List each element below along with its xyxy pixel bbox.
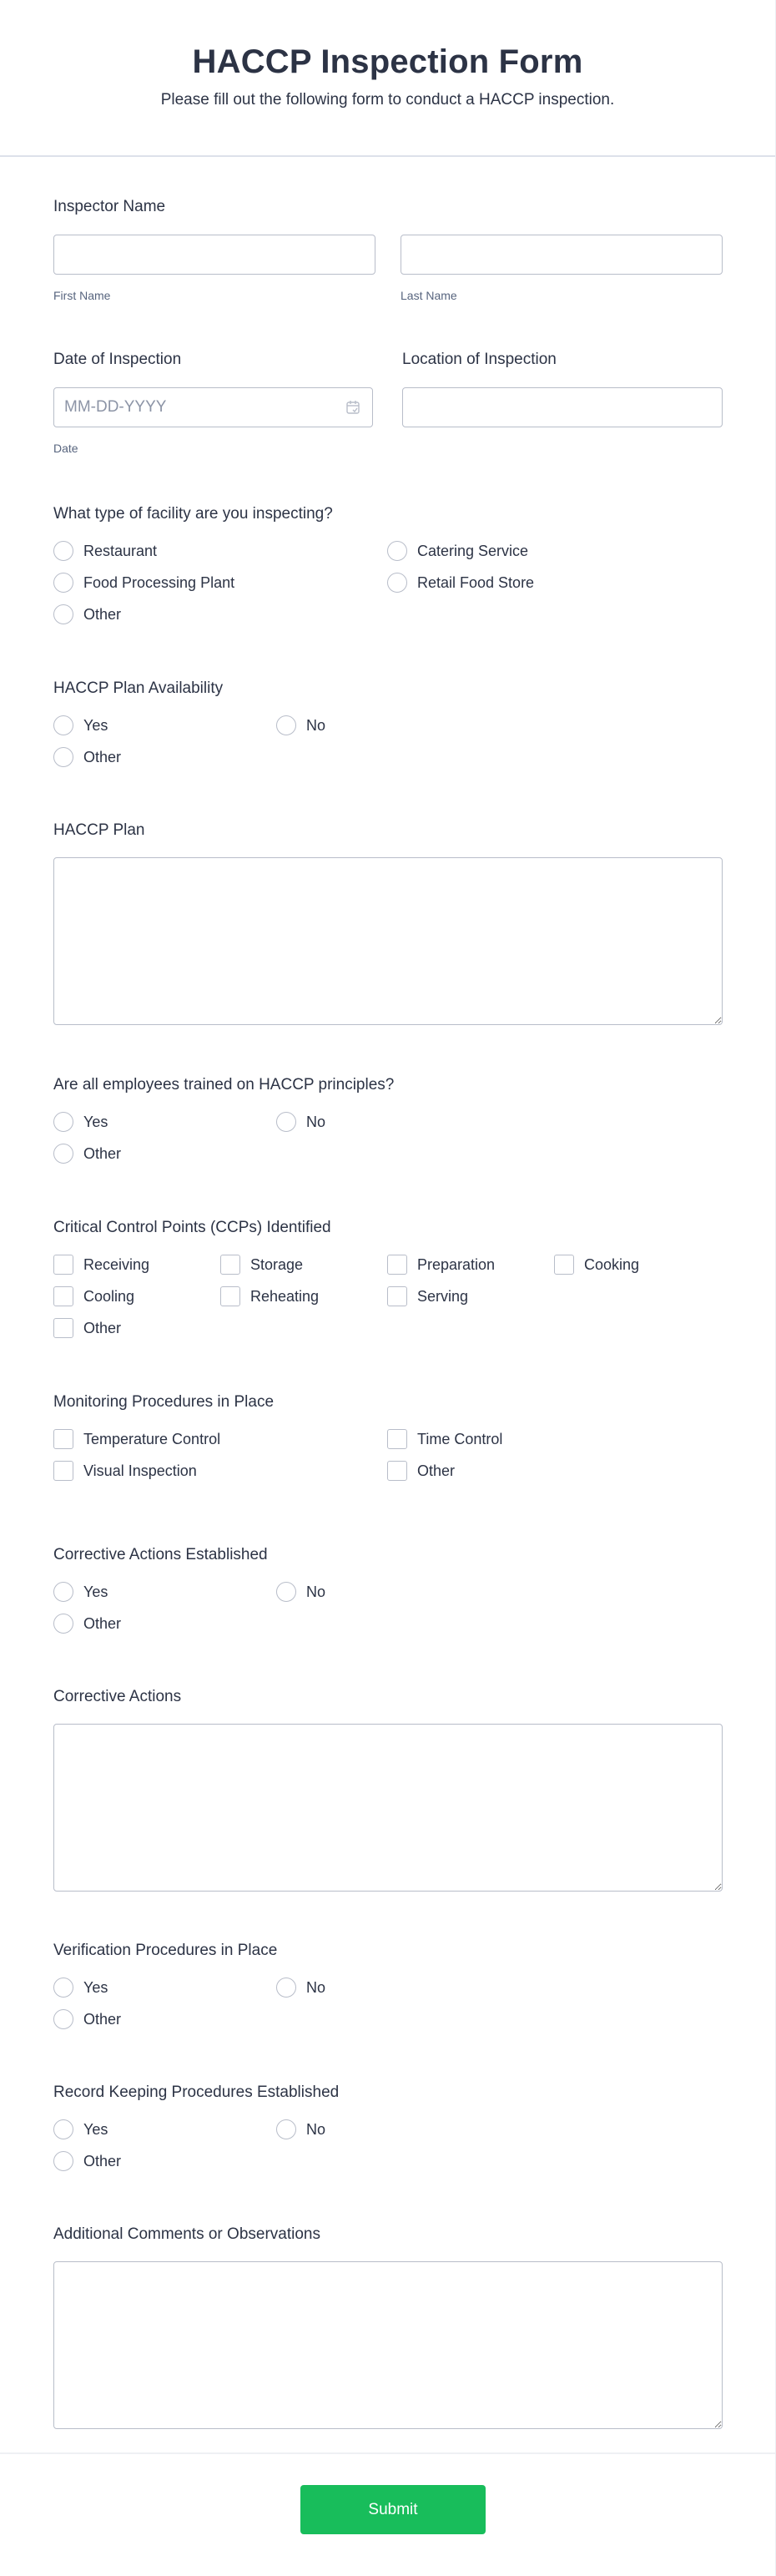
ccp-option-storage[interactable]: Storage <box>220 1255 387 1275</box>
form-header <box>0 0 775 157</box>
verification-yes[interactable]: Yes <box>53 1977 276 1998</box>
date-of-inspection-input[interactable] <box>53 387 373 427</box>
plan-availability-options <box>53 715 723 779</box>
additional-comments-field <box>53 2225 723 2429</box>
haccp-plan-textarea[interactable] <box>53 857 723 1025</box>
record-keeping-label: Record Keeping Procedures Established <box>53 2084 340 2101</box>
checkbox[interactable] <box>53 1461 73 1481</box>
employees-trained-options <box>53 1112 723 1175</box>
checkbox[interactable] <box>387 1461 407 1481</box>
facility-type-field <box>53 504 723 636</box>
facility-type-label: What type of facility are you inspecting? <box>53 505 333 523</box>
facility-option-retail-food-store[interactable]: Retail Food Store <box>387 573 721 593</box>
ccp-option-reheating[interactable]: Reheating <box>220 1286 387 1306</box>
corrective-actions-field <box>53 1687 723 1892</box>
record-keeping-options <box>53 2119 723 2183</box>
calendar-icon[interactable] <box>345 399 361 416</box>
radio-button[interactable] <box>53 2009 73 2029</box>
corrective-established-other[interactable]: Other <box>53 1614 276 1634</box>
submit-button[interactable]: Submit <box>300 2485 486 2534</box>
verification-other[interactable]: Other <box>53 2009 276 2029</box>
plan-availability-yes[interactable]: Yes <box>53 715 276 735</box>
corrective-established-options <box>53 1582 723 1645</box>
checkbox[interactable] <box>53 1286 73 1306</box>
radio-button[interactable] <box>387 573 407 593</box>
verification-no[interactable]: No <box>276 1977 499 1998</box>
ccps-field <box>53 1218 723 1350</box>
radio-button[interactable] <box>53 604 73 624</box>
plan-availability-field <box>53 679 723 779</box>
radio-button[interactable] <box>53 1582 73 1602</box>
verification-options <box>53 1977 723 2041</box>
radio-button[interactable] <box>276 2119 296 2139</box>
radio-button[interactable] <box>276 1112 296 1132</box>
date-of-inspection-label: Date of Inspection <box>53 351 182 368</box>
inspector-name-field <box>53 197 723 303</box>
ccp-option-serving[interactable]: Serving <box>387 1286 554 1306</box>
monitoring-option-temperature-control[interactable]: Temperature Control <box>53 1429 387 1449</box>
verification-label: Verification Procedures in Place <box>53 1942 278 1959</box>
radio-button[interactable] <box>53 747 73 767</box>
monitoring-option-visual-inspection[interactable]: Visual Inspection <box>53 1461 387 1481</box>
monitoring-field <box>53 1392 723 1493</box>
radio-button[interactable] <box>53 1977 73 1998</box>
monitoring-option-other[interactable]: Other <box>387 1461 721 1481</box>
date-location-row <box>53 350 723 456</box>
radio-button[interactable] <box>53 2151 73 2171</box>
employees-trained-field <box>53 1075 723 1175</box>
verification-field <box>53 1941 723 2041</box>
checkbox[interactable] <box>387 1286 407 1306</box>
checkbox[interactable] <box>53 1318 73 1338</box>
corrective-established-no[interactable]: No <box>276 1582 499 1602</box>
radio-button[interactable] <box>276 715 296 735</box>
radio-button[interactable] <box>53 1614 73 1634</box>
corrective-established-yes[interactable]: Yes <box>53 1582 276 1602</box>
haccp-plan-label: HACCP Plan <box>53 821 145 839</box>
inspector-name-label: Inspector Name <box>53 198 166 215</box>
checkbox[interactable] <box>554 1255 574 1275</box>
monitoring-label: Monitoring Procedures in Place <box>53 1393 275 1411</box>
date-sublabel: Date <box>53 442 78 455</box>
employees-trained-no[interactable]: No <box>276 1112 499 1132</box>
facility-option-food-processing-plant[interactable]: Food Processing Plant <box>53 573 387 593</box>
corrective-actions-textarea[interactable] <box>53 1724 723 1892</box>
record-keeping-no[interactable]: No <box>276 2119 499 2139</box>
corrective-established-field <box>53 1545 723 1645</box>
corrective-actions-label: Corrective Actions <box>53 1688 182 1705</box>
checkbox[interactable] <box>220 1255 240 1275</box>
ccp-option-receiving[interactable]: Receiving <box>53 1255 220 1275</box>
radio-button[interactable] <box>276 1582 296 1602</box>
ccps-options <box>53 1255 723 1350</box>
facility-option-restaurant[interactable]: Restaurant <box>53 541 387 561</box>
radio-button[interactable] <box>53 2119 73 2139</box>
facility-option-other[interactable]: Other <box>53 604 387 624</box>
plan-availability-no[interactable]: No <box>276 715 499 735</box>
first-name-sublabel: First Name <box>53 289 111 302</box>
corrective-established-label: Corrective Actions Established <box>53 1546 268 1563</box>
record-keeping-yes[interactable]: Yes <box>53 2119 276 2139</box>
haccp-plan-field <box>53 821 723 1025</box>
ccp-option-preparation[interactable]: Preparation <box>387 1255 554 1275</box>
location-of-inspection-input[interactable] <box>402 387 723 427</box>
checkbox[interactable] <box>387 1429 407 1449</box>
radio-button[interactable] <box>53 1112 73 1132</box>
radio-button[interactable] <box>53 541 73 561</box>
radio-button[interactable] <box>53 573 73 593</box>
radio-button[interactable] <box>53 715 73 735</box>
checkbox[interactable] <box>53 1429 73 1449</box>
record-keeping-other[interactable]: Other <box>53 2151 276 2171</box>
checkbox[interactable] <box>53 1255 73 1275</box>
radio-button[interactable] <box>276 1977 296 1998</box>
first-name-input[interactable] <box>53 235 375 275</box>
plan-availability-other[interactable]: Other <box>53 747 276 767</box>
employees-trained-label: Are all employees trained on HACCP principles? <box>53 1076 395 1094</box>
ccp-option-other[interactable]: Other <box>53 1318 220 1338</box>
additional-comments-textarea[interactable] <box>53 2261 723 2429</box>
last-name-sublabel: Last Name <box>401 289 457 302</box>
ccp-option-cooking[interactable]: Cooking <box>554 1255 721 1275</box>
last-name-input[interactable] <box>401 235 723 275</box>
monitoring-options <box>53 1429 723 1493</box>
record-keeping-field <box>53 2083 723 2183</box>
radio-button[interactable] <box>53 1144 73 1164</box>
plan-availability-label: HACCP Plan Availability <box>53 679 224 697</box>
employees-trained-yes[interactable]: Yes <box>53 1112 276 1132</box>
monitoring-option-time-control[interactable]: Time Control <box>387 1429 721 1449</box>
checkbox[interactable] <box>220 1286 240 1306</box>
footer-divider <box>0 2452 775 2454</box>
location-of-inspection-label: Location of Inspection <box>402 351 557 368</box>
page-subtitle: Please fill out the following form to conduct a HACCP inspection. <box>160 91 615 109</box>
page-title: HACCP Inspection Form <box>192 43 583 80</box>
employees-trained-other[interactable]: Other <box>53 1144 276 1164</box>
radio-button[interactable] <box>387 541 407 561</box>
additional-comments-label: Additional Comments or Observations <box>53 2225 320 2243</box>
facility-option-catering-service[interactable]: Catering Service <box>387 541 721 561</box>
facility-type-options <box>53 541 723 636</box>
checkbox[interactable] <box>387 1255 407 1275</box>
ccps-label: Critical Control Points (CCPs) Identified <box>53 1219 331 1236</box>
ccp-option-cooling[interactable]: Cooling <box>53 1286 220 1306</box>
